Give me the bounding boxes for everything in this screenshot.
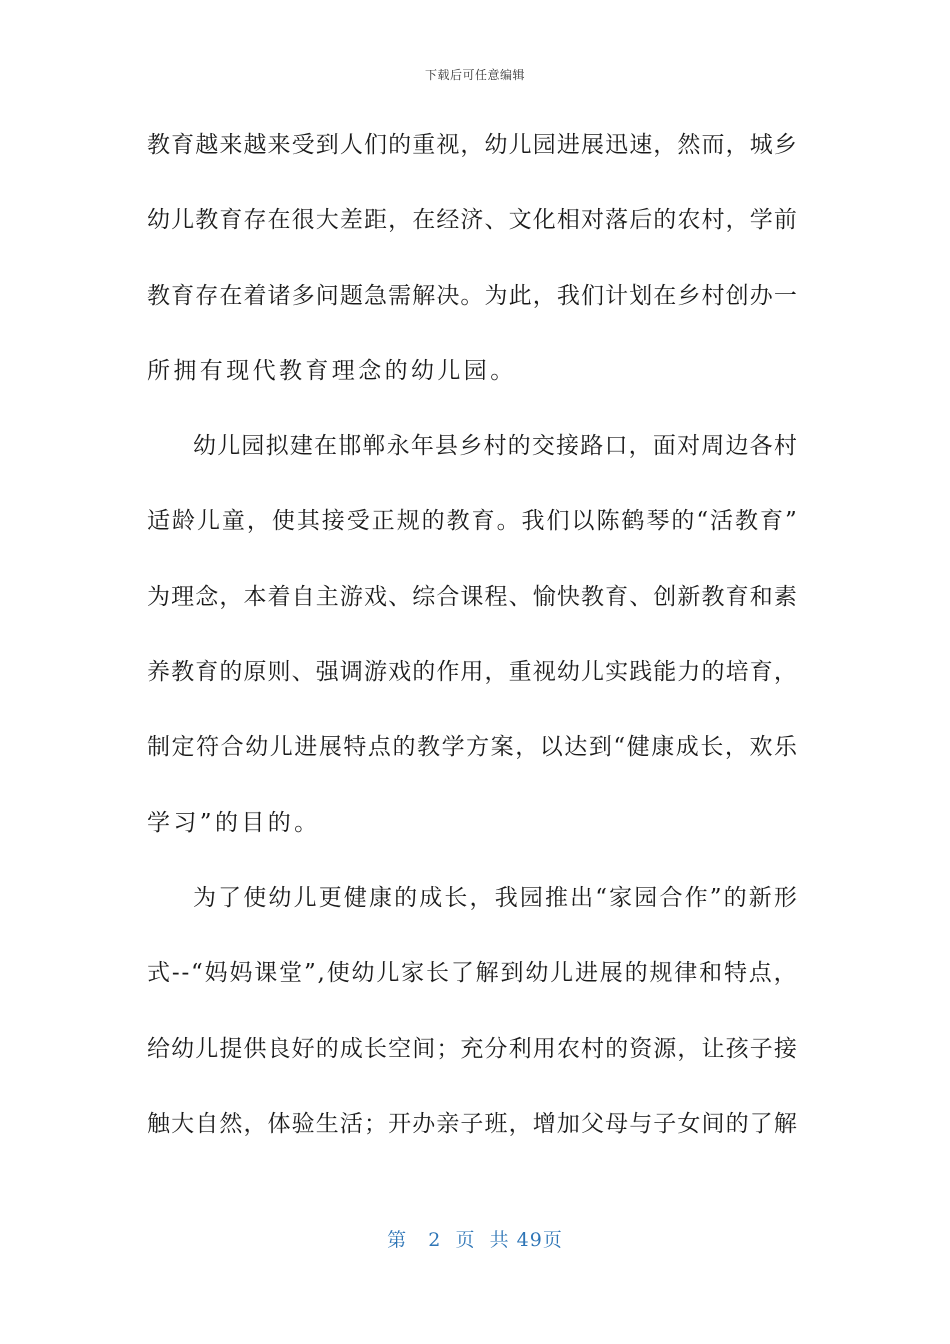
document-body — [147, 119, 797, 1173]
text-line: 学习”的目的。 — [147, 809, 321, 836]
text-line: 式 - - “ 妈 妈 课 堂 ” , 使 幼 儿 家 长 了 解 到 幼 儿 进 展 的 规 律 和 特 点 ， — [147, 960, 797, 987]
footer-prefix: 第 — [387, 1229, 408, 1251]
text-line: 给 幼 儿 提 供 良 好 的 成 长 空 间 ； 充 分 利 用 农 村 的 资 源 ， 让 孩 子 接 — [147, 1035, 797, 1062]
text-line: 幼 儿 园 拟 建 在 邯 郸 永 年 县 乡 村 的 交 接 路 口 ， 面 对 周 边 各 村 — [193, 433, 797, 460]
text-line: 触 大 自 然 ， 体 验 生 活 ； 开 办 亲 子 班 ， 增 加 父 母 与 子 女 间 的 了 解 — [147, 1110, 797, 1137]
text-line: 幼 儿 教 育 存 在 很 大 差 距 ， 在 经 济 、 文 化 相 对 落 后 的 农 村 ， 学 前 — [147, 207, 797, 234]
text-line: 为 理 念 ， 本 着 自 主 游 戏 、 综 合 课 程 、 愉 快 教 育 、 创 新 教 育 和 素 — [147, 583, 797, 610]
text-line: 为 了 使 幼 儿 更 健 康 的 成 长 ， 我 园 推 出 “ 家 园 合 作 ” 的 新 形 — [193, 884, 797, 911]
page-number-footer — [0, 1225, 950, 1252]
text-line: 适 龄 儿 童 ， 使 其 接 受 正 规 的 教 育 。 我 们 以 陈 鹤 琴 的 “ 活 教 育 ” — [147, 508, 797, 535]
footer-total-pages: 49 — [516, 1229, 543, 1251]
footer-middle: 页 共 — [455, 1229, 510, 1251]
text-line: 所拥有现代教育理念的幼儿园。 — [147, 357, 517, 384]
footer-page-number: 2 — [428, 1229, 442, 1251]
text-line: 养 教 育 的 原 则 、 强 调 游 戏 的 作 用 ， 重 视 幼 儿 实 践 能 力 的 培 育 ， — [147, 659, 797, 686]
text-line: 教 育 越 来 越 来 受 到 人 们 的 重 视 ， 幼 儿 园 进 展 迅 速 ， 然 而 ， 城 乡 — [147, 132, 797, 158]
text-line: 教 育 存 在 着 诸 多 问 题 急 需 解 决 。 为 此 ， 我 们 计 划 在 乡 村 创 办 一 — [147, 282, 797, 309]
text-line: 制 定 符 合 幼 儿 进 展 特 点 的 教 学 方 案 ， 以 达 到 “ 健 康 成 长 ， 欢 乐 — [147, 734, 797, 761]
page-header-note: 下载后可任意编辑 — [424, 68, 525, 82]
footer-suffix: 页 — [542, 1229, 563, 1251]
